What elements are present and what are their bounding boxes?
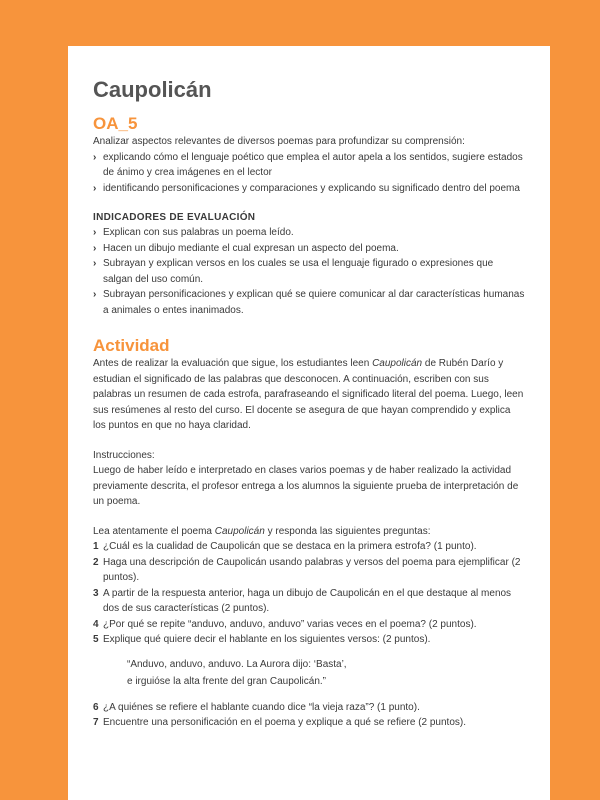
quote-line: e irguióse la alta frente del gran Caupolicán.” — [127, 675, 327, 687]
chevron-right-icon: › — [93, 242, 97, 254]
actividad-paragraph: Antes de realizar la evaluación que sigue, los estudiantes leen Caupolicán de Rubén Darío y estudian el significado de las palabras que desconocen. A continuación, escriben con sus palabras un resumen de cada estrofa, parafraseando el significado literal del poema. Luego, leen sus resúmenes al resto del curso. El docente se asegura de que hayan comprendido y explica los puntos en que no haya claridad. — [93, 358, 524, 431]
indicador-item: › Subrayan personificaciones y explican qué se quiere comunicar al dar características humanas a animales o entes inanimados. — [93, 289, 525, 316]
instrucciones-label: Instrucciones: — [93, 449, 155, 461]
chevron-right-icon: › — [93, 289, 97, 300]
indicador-item: › Subrayan y explican versos en los cuales se usa el lenguaje figurado o expresiones que salgan del uso común. — [93, 258, 494, 285]
question-item: 2 Haga una descripción de Caupolicán usando palabras y versos del poema para ejemplificar (2 puntos). — [93, 556, 521, 583]
question-item: 3 A partir de la respuesta anterior, haga un dibujo de Caupolicán en el que destaque al menos dos de sus características (2 puntos). — [93, 587, 512, 614]
chevron-right-icon: › — [93, 182, 97, 194]
questions-list-b — [93, 700, 525, 731]
question-item: 6 ¿A quiénes se refiere el hablante cuando dice “la vieja raza”? (1 punto). — [93, 701, 420, 713]
instrucciones-text: Luego de haber leído e interpretado en clases varios poemas y de haber realizado la actividad previamente descrita, el profesor entrega a los alumnos la siguiente prueba de interpretación de un poema. — [93, 465, 519, 507]
quote-line: “Anduvo, anduvo, anduvo. La Aurora dijo: ‘Basta’, — [127, 658, 347, 670]
oa-bullet: › identificando personificaciones y comparaciones y explicando su significado dentro del poema — [93, 181, 525, 197]
oa-bullet: › explicando cómo el lenguaje poético que emplea el autor apela a los sentidos, sugiere estados de ánimo y crea imágenes en el lector — [93, 151, 523, 178]
oa-bullet-list — [93, 150, 525, 197]
questions-list-a — [93, 539, 525, 648]
chevron-right-icon: › — [93, 227, 97, 238]
chevron-right-icon: › — [93, 151, 97, 163]
question-item: 7 Encuentre una personificación en el poema y explique a qué se refiere (2 puntos). — [93, 717, 467, 728]
question-item: 5 Explique qué quiere decir el hablante en los siguientes versos: (2 puntos). — [93, 634, 431, 645]
actividad-heading: Actividad — [93, 336, 170, 355]
page-content — [93, 76, 525, 731]
indicadores-heading: INDICADORES DE EVALUACIÓN — [93, 212, 256, 223]
question-item: 1 ¿Cuál es la cualidad de Caupolicán que se destaca en la primera estrofa? (1 punto). — [93, 541, 477, 552]
indicador-item: › Hacen un dibujo mediante el cual expresan un aspecto del poema. — [93, 241, 525, 257]
oa-intro: Analizar aspectos relevantes de diversos poemas para profundizar su comprensión: — [93, 136, 465, 147]
indicadores-list — [93, 225, 525, 318]
oa-heading: OA_5 — [93, 114, 138, 133]
indicador-item: › Explican con sus palabras un poema leído. — [93, 225, 525, 241]
page-title: Caupolicán — [93, 77, 212, 102]
question-item: 4 ¿Por qué se repite “anduvo, anduvo, anduvo” varias veces en el poema? (2 puntos). — [93, 618, 477, 630]
poem-quote — [93, 656, 525, 690]
chevron-right-icon: › — [93, 258, 97, 269]
lea-paragraph: Lea atentamente el poema Caupolicán y responda las siguientes preguntas: — [93, 525, 431, 537]
document-page — [68, 46, 550, 800]
